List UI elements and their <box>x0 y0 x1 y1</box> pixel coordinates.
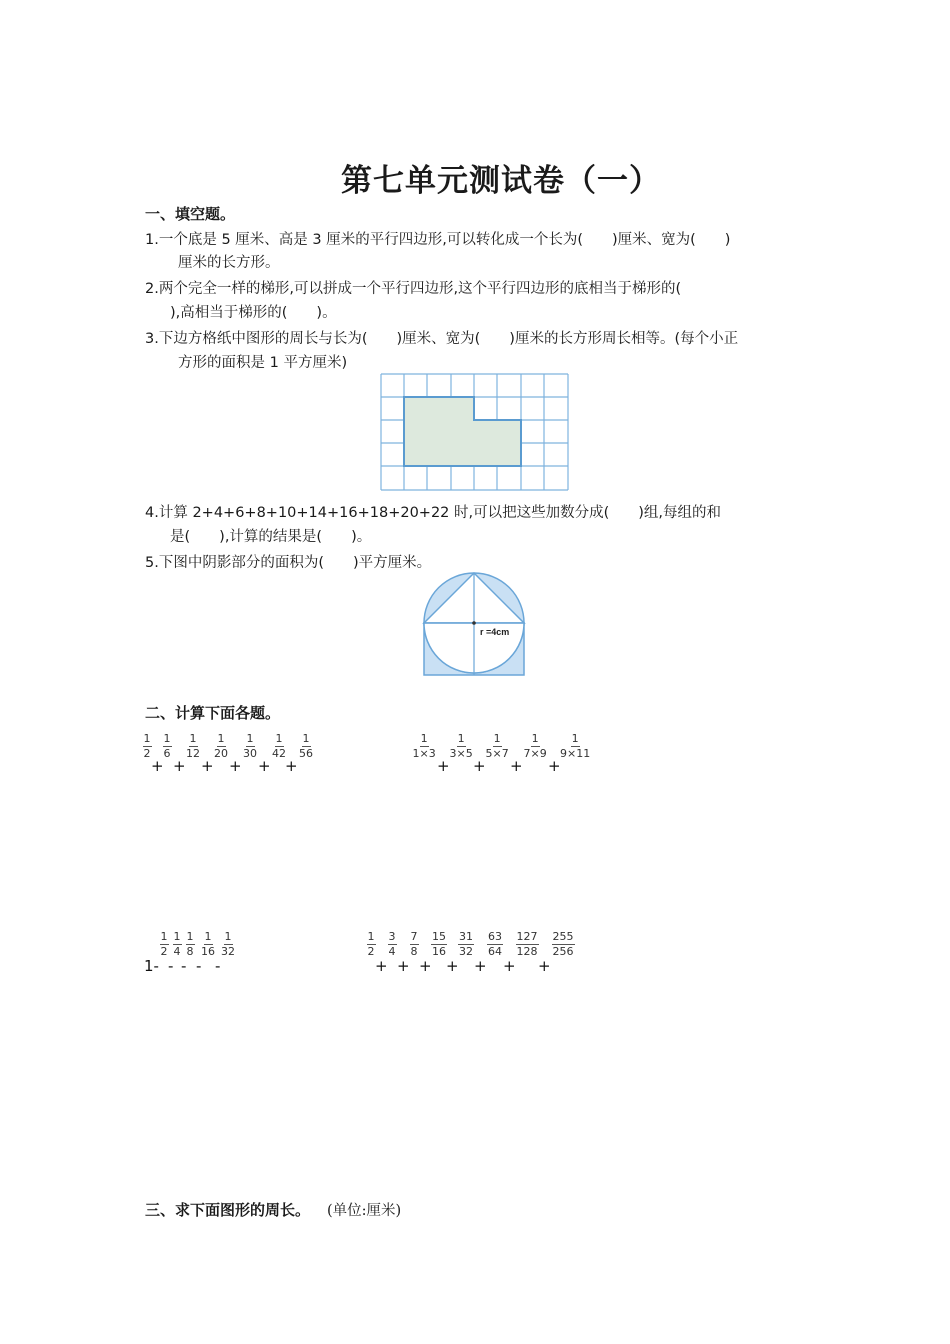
fraction-numerator: 1 <box>275 732 283 745</box>
fraction-numerator: 1 <box>457 732 465 745</box>
fraction-denominator: 8 <box>410 945 418 958</box>
fraction-numerator: 31 <box>459 930 473 943</box>
fraction-numerator: 1 <box>367 930 375 943</box>
fraction-numerator: 1 <box>173 930 181 943</box>
fraction <box>431 931 447 958</box>
operator: - <box>181 957 187 975</box>
fraction-numerator: 1 <box>571 732 579 745</box>
fraction-numerator: 1 <box>224 930 232 943</box>
fraction-denominator: 32 <box>459 945 473 958</box>
fraction-denominator: 7×9 <box>523 747 547 760</box>
fraction-denominator: 6 <box>163 747 171 760</box>
operator: + <box>548 757 561 775</box>
fraction-denominator: 64 <box>488 945 502 958</box>
operator: + <box>285 757 298 775</box>
fraction-denominator: 56 <box>299 747 313 760</box>
operator: + <box>538 957 551 975</box>
fraction-denominator: 2 <box>367 945 375 958</box>
operator: + <box>229 757 242 775</box>
fraction-denominator: 1×3 <box>412 747 436 760</box>
operator: + <box>397 957 410 975</box>
fraction-numerator: 1 <box>186 930 194 943</box>
fraction-numerator: 15 <box>432 930 446 943</box>
operator: + <box>419 957 432 975</box>
fraction-numerator: 1 <box>420 732 428 745</box>
operator: + <box>446 957 459 975</box>
fraction-numerator: 1 <box>493 732 501 745</box>
fraction-numerator: 1 <box>143 732 151 745</box>
fraction-denominator: 4 <box>173 945 181 958</box>
unit-note: (单位:厘米) <box>327 1203 402 1219</box>
expression-3-lead: 1- <box>144 957 159 975</box>
operator: + <box>151 757 164 775</box>
fraction-numerator: 1 <box>302 732 310 745</box>
section1-heading: 一、填空题。 <box>145 205 236 223</box>
fraction-denominator: 5×7 <box>485 747 509 760</box>
page-title: 第七单元测试卷（一） <box>341 163 661 199</box>
fraction-numerator: 1 <box>531 732 539 745</box>
operator: + <box>375 957 388 975</box>
fraction-numerator: 1 <box>163 732 171 745</box>
question-3-line-1: 3.下边方格纸中图形的周长与长为( )厘米、宽为( )厘米的长方形周长相等。(每个小正 <box>145 331 739 347</box>
fraction <box>388 931 397 958</box>
fraction-denominator: 30 <box>243 747 257 760</box>
fraction-numerator: 1 <box>189 732 197 745</box>
question-5-line-1: 5.下图中阴影部分的面积为( )平方厘米。 <box>145 555 432 571</box>
fraction-denominator: 256 <box>552 945 574 958</box>
question-2-line-1: 2.两个完全一样的梯形,可以拼成一个平行四边形,这个平行四边形的底相当于梯形的( <box>145 281 682 297</box>
operator: - <box>215 957 221 975</box>
section2-heading: 二、计算下面各题。 <box>145 704 281 722</box>
question-1-line-1: 1.一个底是 5 厘米、高是 3 厘米的平行四边形,可以转化成一个长为( )厘米、宽为( ) <box>145 232 731 248</box>
question-2-line-2: ),高相当于梯形的( )。 <box>170 305 337 321</box>
question-3-line-2: 方形的面积是 1 平方厘米) <box>178 355 348 371</box>
fraction-numerator: 7 <box>410 930 418 943</box>
fraction-numerator: 3 <box>388 930 396 943</box>
fraction-denominator: 2 <box>160 945 168 958</box>
section3-heading: 三、求下面图形的周长。 <box>145 1201 311 1219</box>
fraction-denominator: 128 <box>516 945 538 958</box>
fraction-numerator: 1 <box>246 732 254 745</box>
fraction-denominator: 16 <box>432 945 446 958</box>
fraction-denominator: 3×5 <box>449 747 473 760</box>
fraction-denominator: 2 <box>143 747 151 760</box>
question-4-line-2: 是( ),计算的结果是( )。 <box>170 529 372 545</box>
fraction <box>367 931 376 958</box>
operator: + <box>201 757 214 775</box>
fraction-denominator: 16 <box>201 945 215 958</box>
fraction <box>552 931 575 958</box>
question-4-line-1: 4.计算 2+4+6+8+10+14+16+18+20+22 时,可以把这些加数分成( )组,每组的和 <box>145 505 722 521</box>
fraction-numerator: 127 <box>516 930 538 943</box>
fraction-denominator: 12 <box>186 747 200 760</box>
fraction <box>458 931 474 958</box>
fraction-numerator: 1 <box>217 732 225 745</box>
radius-label: r =4cm <box>480 627 510 637</box>
operator: + <box>258 757 271 775</box>
fraction-numerator: 255 <box>552 930 574 943</box>
fraction-numerator: 63 <box>488 930 502 943</box>
fraction-denominator: 8 <box>186 945 194 958</box>
fraction-denominator: 42 <box>272 747 286 760</box>
fraction-denominator: 20 <box>214 747 228 760</box>
operator: + <box>510 757 523 775</box>
operator: + <box>437 757 450 775</box>
question-1-line-2: 厘米的长方形。 <box>178 255 280 271</box>
fraction-denominator: 9×11 <box>560 747 591 760</box>
operator: + <box>473 757 486 775</box>
operator: + <box>474 957 487 975</box>
fraction <box>410 931 419 958</box>
operator: - <box>168 957 174 975</box>
fraction-denominator: 4 <box>388 945 396 958</box>
operator: + <box>503 957 516 975</box>
fraction-numerator: 1 <box>204 930 212 943</box>
fraction-numerator: 1 <box>160 930 168 943</box>
operator: - <box>196 957 202 975</box>
fraction <box>516 931 539 958</box>
operator: + <box>173 757 186 775</box>
fraction-denominator: 32 <box>221 945 235 958</box>
fraction <box>487 931 503 958</box>
